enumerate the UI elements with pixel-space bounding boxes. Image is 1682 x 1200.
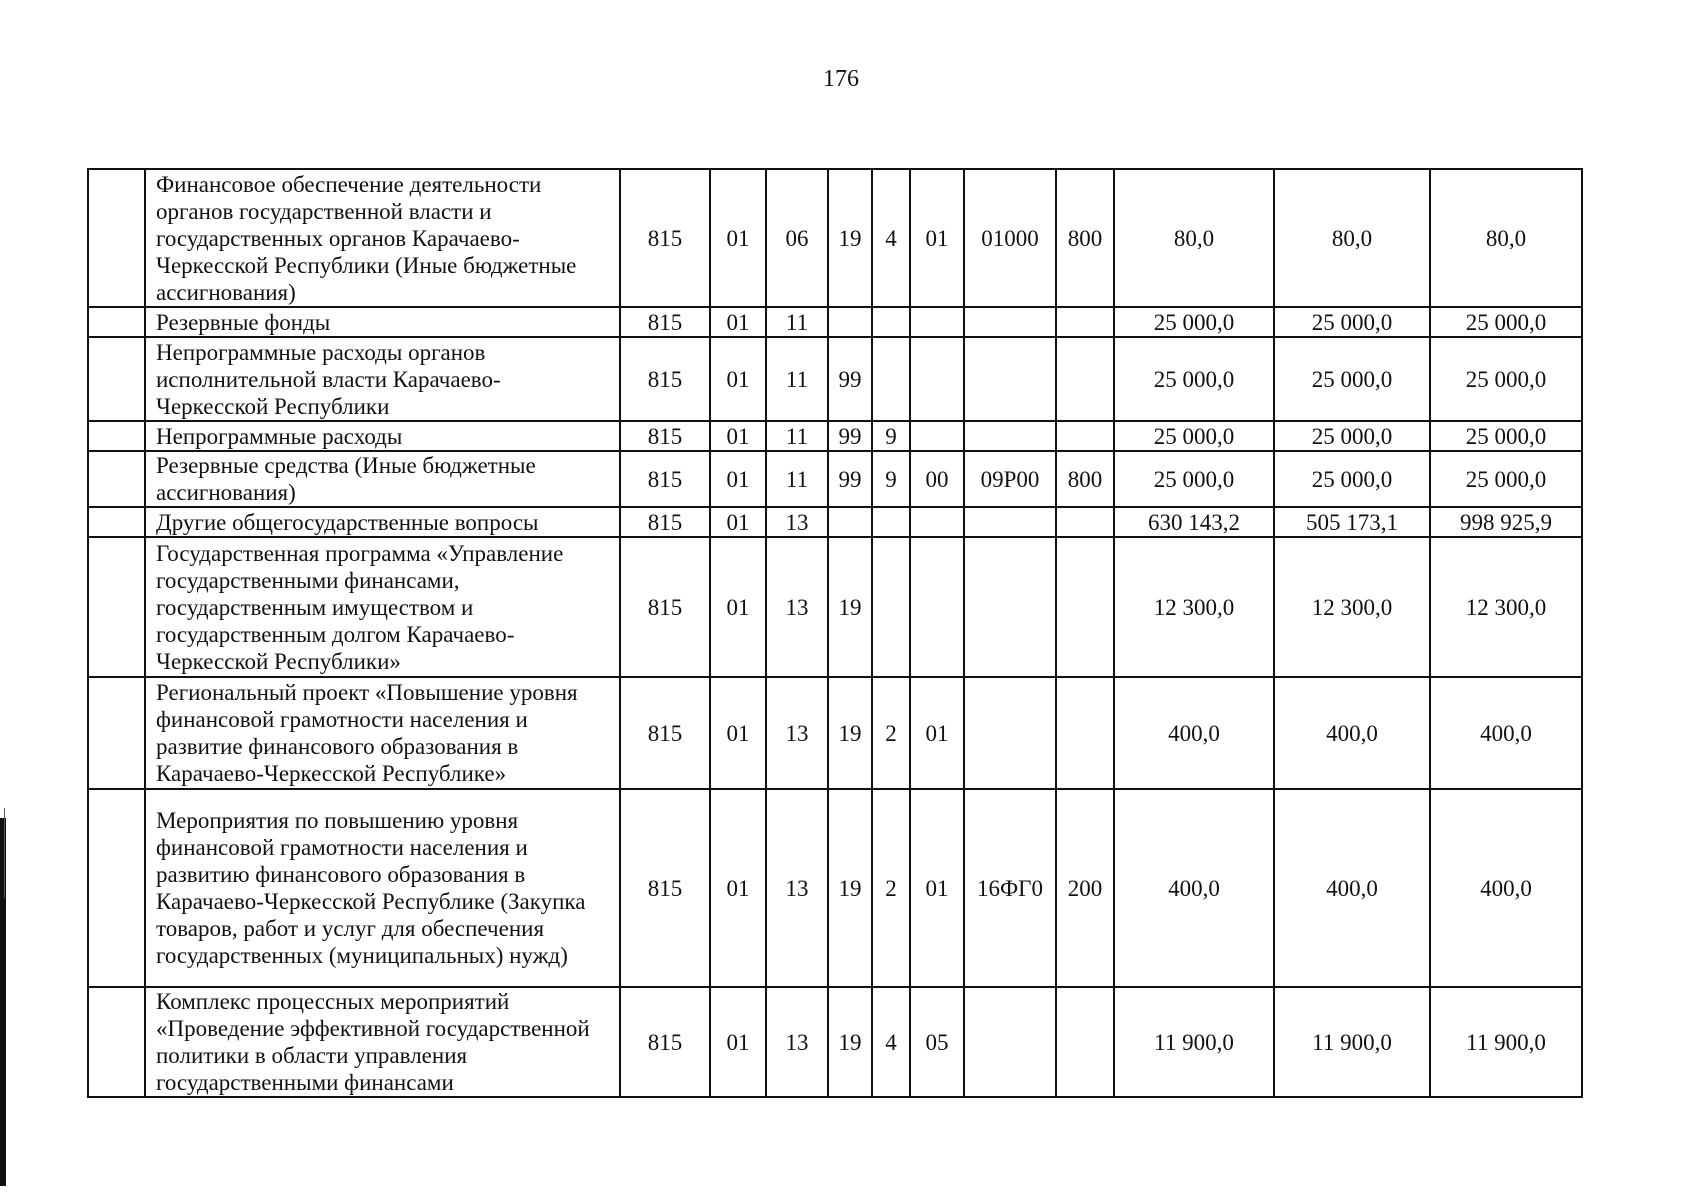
cell-c7: 09Р00 <box>964 451 1056 507</box>
cell-c5: 4 <box>872 987 910 1097</box>
cell-c5 <box>872 507 910 537</box>
cell-c6 <box>910 307 964 337</box>
cell-v1: 630 143,2 <box>1114 507 1274 537</box>
cell-c6 <box>910 507 964 537</box>
cell-c8: 800 <box>1056 451 1114 507</box>
cell-v1: 12 300,0 <box>1114 537 1274 677</box>
cell-v1: 11 900,0 <box>1114 987 1274 1097</box>
cell-v1: 400,0 <box>1114 677 1274 789</box>
row-name: Резервные средства (Иные бюджетные ассигнования) <box>145 451 620 507</box>
cell-c4: 99 <box>828 337 872 421</box>
row-index-cell <box>88 451 145 507</box>
row-name: Резервные фонды <box>145 307 620 337</box>
table-row <box>88 789 1582 987</box>
cell-c6: 01 <box>910 677 964 789</box>
cell-c7 <box>964 677 1056 789</box>
cell-c6: 05 <box>910 987 964 1097</box>
table-row <box>88 537 1582 677</box>
cell-c2: 01 <box>710 789 766 987</box>
row-index-cell <box>88 677 145 789</box>
cell-c1: 815 <box>620 421 710 451</box>
cell-c1: 815 <box>620 507 710 537</box>
cell-c1: 815 <box>620 789 710 987</box>
table-row <box>88 987 1582 1097</box>
cell-c4 <box>828 507 872 537</box>
cell-c8: 800 <box>1056 169 1114 307</box>
cell-c8 <box>1056 537 1114 677</box>
cell-c4: 19 <box>828 987 872 1097</box>
cell-c1: 815 <box>620 307 710 337</box>
table-row <box>88 507 1582 537</box>
cell-c2: 01 <box>710 507 766 537</box>
cell-v2: 25 000,0 <box>1274 337 1430 421</box>
cell-c8 <box>1056 307 1114 337</box>
table-row <box>88 337 1582 421</box>
cell-c3: 11 <box>766 451 828 507</box>
cell-c3: 06 <box>766 169 828 307</box>
cell-c4: 19 <box>828 169 872 307</box>
cell-v3: 80,0 <box>1430 169 1582 307</box>
cell-c8 <box>1056 677 1114 789</box>
cell-c3: 13 <box>766 677 828 789</box>
cell-c4: 19 <box>828 677 872 789</box>
row-index-cell <box>88 421 145 451</box>
cell-c1: 815 <box>620 451 710 507</box>
cell-c4: 19 <box>828 537 872 677</box>
cell-v1: 25 000,0 <box>1114 451 1274 507</box>
row-index-cell <box>88 789 145 987</box>
cell-c8 <box>1056 987 1114 1097</box>
cell-v3: 400,0 <box>1430 677 1582 789</box>
cell-c2: 01 <box>710 451 766 507</box>
cell-c2: 01 <box>710 169 766 307</box>
cell-c3: 13 <box>766 537 828 677</box>
cell-v3: 400,0 <box>1430 789 1582 987</box>
cell-c1: 815 <box>620 169 710 307</box>
cell-v3: 12 300,0 <box>1430 537 1582 677</box>
cell-v3: 25 000,0 <box>1430 421 1582 451</box>
cell-v2: 400,0 <box>1274 789 1430 987</box>
cell-v1: 25 000,0 <box>1114 337 1274 421</box>
cell-v1: 25 000,0 <box>1114 307 1274 337</box>
budget-table <box>87 168 1583 1098</box>
cell-c4 <box>828 307 872 337</box>
cell-v2: 400,0 <box>1274 677 1430 789</box>
cell-c6: 01 <box>910 789 964 987</box>
cell-c3: 11 <box>766 307 828 337</box>
row-index-cell <box>88 537 145 677</box>
cell-c6 <box>910 421 964 451</box>
cell-c8: 200 <box>1056 789 1114 987</box>
row-index-cell <box>88 337 145 421</box>
cell-c5: 2 <box>872 677 910 789</box>
row-name: Непрограммные расходы органов исполнительной власти Карачаево-Черкесской Республики <box>145 337 620 421</box>
row-index-cell <box>88 169 145 307</box>
cell-c8 <box>1056 337 1114 421</box>
cell-c4: 19 <box>828 789 872 987</box>
row-name: Другие общегосударственные вопросы <box>145 507 620 537</box>
cell-c6 <box>910 337 964 421</box>
cell-c1: 815 <box>620 337 710 421</box>
cell-c2: 01 <box>710 337 766 421</box>
margin-line <box>4 808 5 898</box>
cell-c7 <box>964 337 1056 421</box>
cell-c7 <box>964 307 1056 337</box>
cell-c7 <box>964 537 1056 677</box>
row-index-cell <box>88 987 145 1097</box>
cell-v2: 25 000,0 <box>1274 451 1430 507</box>
cell-c7 <box>964 987 1056 1097</box>
cell-v3: 11 900,0 <box>1430 987 1582 1097</box>
row-index-cell <box>88 307 145 337</box>
cell-c2: 01 <box>710 421 766 451</box>
table-row <box>88 421 1582 451</box>
cell-v2: 12 300,0 <box>1274 537 1430 677</box>
cell-c5: 9 <box>872 421 910 451</box>
cell-c3: 11 <box>766 421 828 451</box>
cell-v2: 505 173,1 <box>1274 507 1430 537</box>
cell-v1: 80,0 <box>1114 169 1274 307</box>
cell-c2: 01 <box>710 307 766 337</box>
cell-c1: 815 <box>620 677 710 789</box>
cell-c3: 13 <box>766 987 828 1097</box>
row-name: Финансовое обеспечение деятельности органов государственной власти и государственных органов Карачаево-Черкесской Республики (Иные бюджетные ассигнования) <box>145 169 620 307</box>
cell-c2: 01 <box>710 677 766 789</box>
cell-c5: 2 <box>872 789 910 987</box>
cell-c5 <box>872 337 910 421</box>
cell-c7: 16ФГ0 <box>964 789 1056 987</box>
cell-c3: 13 <box>766 789 828 987</box>
cell-c6: 00 <box>910 451 964 507</box>
cell-v3: 25 000,0 <box>1430 337 1582 421</box>
cell-c7: 01000 <box>964 169 1056 307</box>
cell-v3: 25 000,0 <box>1430 307 1582 337</box>
table-row <box>88 451 1582 507</box>
cell-v3: 998 925,9 <box>1430 507 1582 537</box>
cell-v1: 400,0 <box>1114 789 1274 987</box>
cell-c4: 99 <box>828 451 872 507</box>
cell-c6: 01 <box>910 169 964 307</box>
cell-c2: 01 <box>710 987 766 1097</box>
cell-v1: 25 000,0 <box>1114 421 1274 451</box>
cell-c8 <box>1056 421 1114 451</box>
cell-c5: 4 <box>872 169 910 307</box>
row-name: Мероприятия по повышению уровня финансовой грамотности населения и развитию финансового образования в Карачаево-Черкесской Республике (Закупка товаров, работ и услуг для обеспечения государственных (муниципальных) нужд) <box>145 789 620 987</box>
cell-c5 <box>872 537 910 677</box>
cell-c3: 13 <box>766 507 828 537</box>
cell-v2: 25 000,0 <box>1274 307 1430 337</box>
cell-c1: 815 <box>620 537 710 677</box>
row-name: Непрограммные расходы <box>145 421 620 451</box>
cell-v2: 11 900,0 <box>1274 987 1430 1097</box>
binding-edge-mark <box>0 818 6 1186</box>
cell-v2: 80,0 <box>1274 169 1430 307</box>
cell-c5: 9 <box>872 451 910 507</box>
cell-c7 <box>964 507 1056 537</box>
row-name: Региональный проект «Повышение уровня финансовой грамотности населения и развитие финансового образования в Карачаево-Черкесской Республике» <box>145 677 620 789</box>
cell-c8 <box>1056 507 1114 537</box>
table-row <box>88 169 1582 307</box>
table-row <box>88 677 1582 789</box>
cell-c3: 11 <box>766 337 828 421</box>
cell-v2: 25 000,0 <box>1274 421 1430 451</box>
cell-c1: 815 <box>620 987 710 1097</box>
cell-c5 <box>872 307 910 337</box>
row-index-cell <box>88 507 145 537</box>
cell-c2: 01 <box>710 537 766 677</box>
cell-c6 <box>910 537 964 677</box>
table-row <box>88 307 1582 337</box>
row-name: Государственная программа «Управление государственными финансами, государственным имуществом и государственным долгом Карачаево-Черкесской Республики» <box>145 537 620 677</box>
page-number: 176 <box>823 66 859 92</box>
row-name: Комплекс процессных мероприятий «Проведение эффективной государственной политики в области управления государственными финансами <box>145 987 620 1097</box>
cell-c7 <box>964 421 1056 451</box>
cell-v3: 25 000,0 <box>1430 451 1582 507</box>
cell-c4: 99 <box>828 421 872 451</box>
